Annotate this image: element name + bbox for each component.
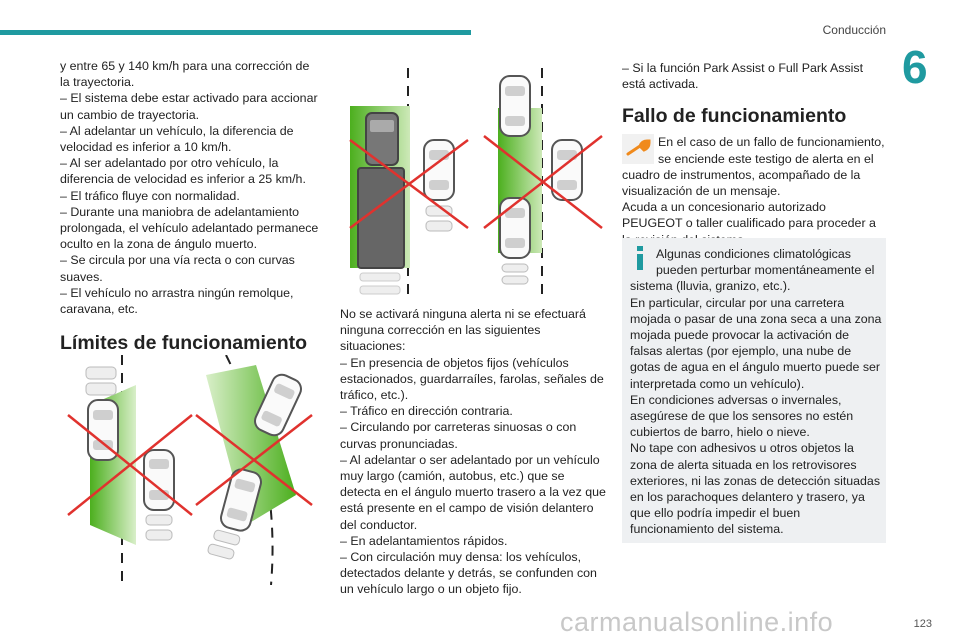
- own-car-icon: [144, 450, 174, 540]
- paragraph: – Durante una maniobra de adelantamiento prolongada, el vehículo adelantado permanece oculto en la zona de ángulo muerto.: [60, 204, 319, 252]
- illustration-limits-long-vehicle: [340, 68, 612, 300]
- header-accent-bar: [0, 30, 471, 35]
- paragraph: y entre 65 y 140 km/h para una corrección de la trayectoria.: [60, 59, 310, 90]
- heading-limites: Límites de funcionamiento: [60, 332, 308, 355]
- paragraph: – Se circula por una vía recta o con curvas suaves.: [60, 253, 295, 284]
- parked-car-icon: [86, 367, 118, 460]
- warning-paragraph: [622, 134, 888, 199]
- info-paragraph: No tape con adhesivos u otros objetos la zona de alerta situada en los retrovisores exteriores, ni las zonas de detección situadas en los parachoques delantero y trasero, ya que ello podría impedir el buen funcionamiento del sistema.: [630, 441, 881, 537]
- paragraph: No se activará ninguna alerta ni se efectuará ninguna corrección en las siguientes situaciones:: [340, 307, 586, 354]
- car-front-icon: [500, 76, 530, 136]
- paragraph: – Tráfico en dirección contraria.: [340, 404, 513, 419]
- paragraph: – Con circulación muy densa: los vehículos, detectados delante y detrás, se confunden con un vehículo largo o un objeto fijo.: [340, 550, 597, 597]
- paragraph: – Si la función Park Assist o Full Park Assist está activada.: [622, 61, 864, 92]
- paragraph: – Al ser adelantado por otro vehículo, la diferencia de velocidad es inferior a 25 km/h.: [60, 156, 306, 187]
- column-1: [60, 58, 322, 355]
- paragraph: – En presencia de objetos fijos (vehículos estacionados, guardarraíles, farolas, señales de tráfico, etc.).: [340, 355, 604, 403]
- illustration-limits-fixed-objects: [66, 355, 316, 585]
- column-2: [340, 306, 606, 598]
- dealer-paragraph: Acuda a un concesionario autorizado PEUGEOT o taller cualificado para proceder a: [622, 200, 876, 231]
- info-paragraph: En condiciones adversas o invernales, asegúrese de que los sensores no estén cubiertos de barro, hielo o nieve.: [630, 392, 854, 440]
- info-paragraph: Algunas condiciones climatológicas pueden perturbar momentáneamente el sistema (lluvia, granizo, etc.).: [630, 247, 875, 294]
- paragraph: – El vehículo no arrastra ningún remolque, caravana, etc.: [60, 285, 294, 317]
- paragraph: – El sistema debe estar activado para accionar un cambio de trayectoria.: [60, 91, 318, 122]
- paragraph: – Al adelantar o ser adelantado por un vehículo muy largo (camión, autobus, etc.) que se detecta en el ángulo muerto trasero a la vez que está presente en el campo de visión delantero del conductor.: [340, 452, 606, 532]
- column-3: [622, 60, 888, 248]
- paragraph: – Al adelantar un vehículo, la diferencia de velocidad es inferior a 10 km/h.: [60, 123, 294, 155]
- page-number: 123: [913, 618, 932, 630]
- wrench-warning-icon: [622, 134, 654, 164]
- info-box-content: [630, 246, 882, 538]
- heading-fallo: Fallo de funcionamiento: [622, 105, 847, 128]
- chapter-number: 6: [902, 41, 928, 93]
- paragraph: – Circulando por carreteras sinuosas o con curvas pronunciadas.: [340, 420, 577, 451]
- info-paragraph: En particular, circular por una carretera mojada o pasar de una zona seca a una zona mojada puede provocar la activación de falsas alertas (por ejemplo, una nube de gotas de agua en el ángulo muerto puede ser interpretada como un vehículo).: [630, 295, 882, 391]
- watermark: carmanualsonline.info: [560, 607, 834, 637]
- section-title: Conducción: [822, 23, 886, 37]
- paragraph: – En adelantamientos rápidos.: [340, 533, 508, 548]
- paragraph: – El tráfico fluye con normalidad.: [60, 188, 240, 203]
- info-icon: [630, 246, 650, 270]
- warning-text: En el caso de un fallo de funcionamiento, se enciende este testigo de alerta en el cuadro de instrumentos, acompañado de la visualización de un mensaje.: [622, 135, 885, 199]
